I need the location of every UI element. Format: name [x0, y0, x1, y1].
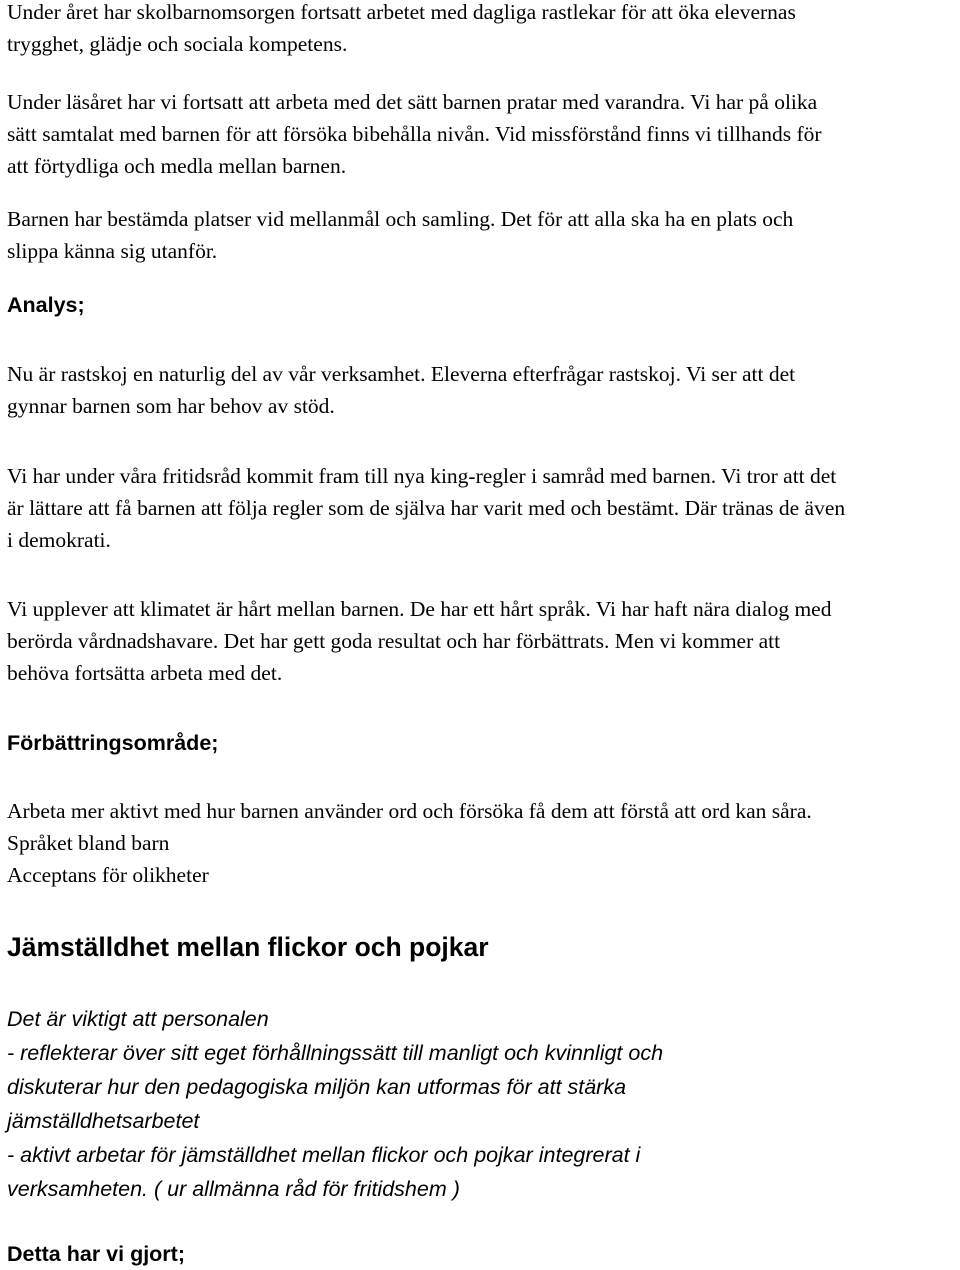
paragraph-8 [7, 1002, 957, 1206]
text-line: i demokrati. [7, 528, 111, 552]
text-line: att förtydliga och medla mellan barnen. [7, 154, 347, 178]
text-line: Acceptans för olikheter [7, 863, 209, 887]
paragraph-6 [7, 593, 957, 689]
text-line: - aktivt arbetar för jämställdhet mellan flickor och pojkar integrerat i [7, 1143, 641, 1167]
text-line: verksamheten. ( ur allmänna råd för fritidshem ) [7, 1177, 460, 1201]
heading-analys: Analys; [7, 293, 85, 317]
text-line: sätt samtalat med barnen för att försöka bibehålla nivån. Vid missförstånd finns vi tillhands för [7, 122, 822, 146]
text-line: Det är viktigt att personalen [7, 1007, 269, 1031]
paragraph-4 [7, 358, 957, 422]
heading-forbattringsomrade: Förbättringsområde; [7, 731, 219, 755]
text-line: Arbeta mer aktivt med hur barnen använder ord och försöka få dem att förstå att ord kan såra. [7, 799, 812, 823]
text-line: Nu är rastskoj en naturlig del av vår verksamhet. Eleverna efterfrågar rastskoj. Vi ser att det [7, 362, 796, 386]
paragraph-1 [7, 0, 957, 60]
heading-detta-har-vi-gjort: Detta har vi gjort; [7, 1242, 185, 1266]
text-line: är lättare att få barnen att följa regler som de själva har varit med och bestämt. Där tränas de även [7, 496, 846, 520]
paragraph-3 [7, 203, 957, 267]
text-line: berörda vårdnadshavare. Det har gett goda resultat och har förbättrats. Men vi kommer att [7, 629, 781, 653]
text-line: gynnar barnen som har behov av stöd. [7, 394, 335, 418]
text-line: Vi har under våra fritidsråd kommit fram till nya king-regler i samråd med barnen. Vi tror att det [7, 464, 837, 488]
text-line: diskuterar hur den pedagogiska miljön kan utformas för att stärka [7, 1075, 627, 1099]
text-line: Vi upplever att klimatet är hårt mellan barnen. De har ett hårt språk. Vi har haft nära dialog med [7, 597, 832, 621]
text-line: Under läsåret har vi fortsatt att arbeta med det sätt barnen pratar med varandra. Vi har på olika [7, 90, 818, 114]
text-line: trygghet, glädje och sociala kompetens. [7, 32, 348, 56]
text-line: behöva fortsätta arbeta med det. [7, 661, 283, 685]
text-line: Språket bland barn [7, 831, 170, 855]
text-line: jämställdhetsarbetet [7, 1109, 200, 1133]
text-line: Barnen har bestämda platser vid mellanmål och samling. Det för att alla ska ha en plats och [7, 207, 794, 231]
paragraph-7 [7, 795, 957, 891]
paragraph-5 [7, 460, 957, 556]
text-line: slippa känna sig utanför. [7, 239, 218, 263]
text-line: Under året har skolbarnomsorgen fortsatt arbetet med dagliga rastlekar för att öka elevernas [7, 0, 796, 24]
paragraph-2 [7, 86, 957, 182]
heading-jamstalldhet: Jämställdhet mellan flickor och pojkar [7, 932, 489, 962]
text-line: - reflekterar över sitt eget förhållningssätt till manligt och kvinnligt och [7, 1041, 664, 1065]
